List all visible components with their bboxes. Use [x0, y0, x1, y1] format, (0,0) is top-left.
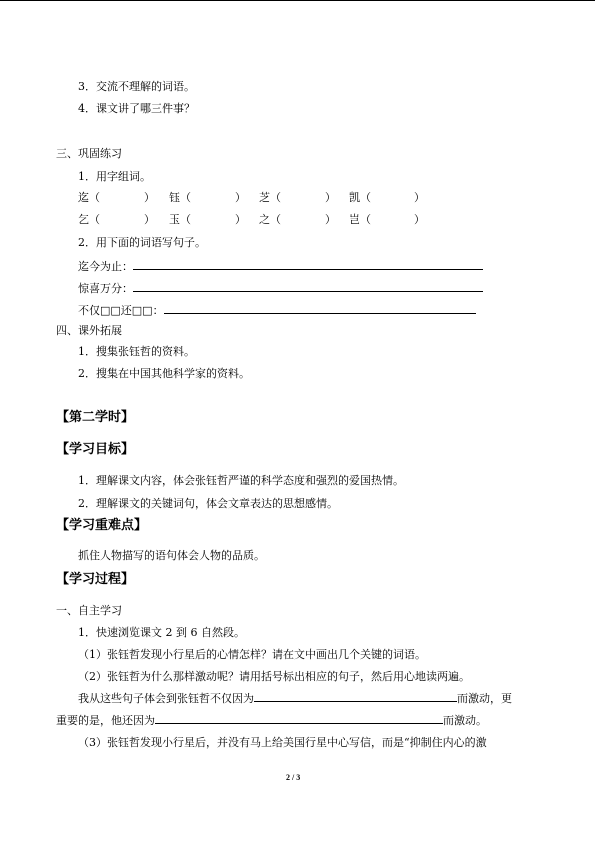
goal-item: 2．理解课文的关键词句，体会文章表达的思想感情。 [78, 497, 338, 510]
word-cell: 玉（ [169, 213, 191, 226]
keypoint-text: 抓住人物描写的语句体会人物的品质。 [78, 549, 265, 562]
answer-blank[interactable] [254, 691, 457, 702]
page-number: 2 / 3 [286, 773, 301, 782]
fill-text: 重要的是，他还因为 [56, 714, 155, 727]
sentence-word: 惊喜万分： [78, 282, 133, 295]
word-cell: 迄（ [78, 191, 100, 204]
list-item: 1．搜集张钰哲的资料。 [78, 345, 195, 358]
fill-text: 而激动。 [443, 714, 487, 727]
answer-blank[interactable] [164, 303, 476, 314]
goals-heading: 【学习目标】 [56, 442, 135, 457]
answer-blank[interactable] [133, 281, 483, 292]
word-cell: ） [325, 191, 336, 204]
word-cell: ） [144, 213, 155, 226]
word-cell: ） [144, 191, 155, 204]
sentence-line [78, 281, 483, 296]
question: （1）张钰哲发现小行星后的心情怎样？请在文中画出几个关键的词语。 [78, 648, 426, 661]
header-rule [0, 0, 595, 1]
answer-blank[interactable] [155, 713, 443, 724]
word-cell: 钰（ [169, 191, 191, 204]
word-cell: ） [325, 213, 336, 226]
sentence-word: 不仅□□还□□： [78, 304, 164, 317]
section-title: 一、自主学习 [56, 604, 122, 617]
keypoint-heading: 【学习重难点】 [56, 518, 148, 533]
sentence-word: 迄今为止： [78, 260, 133, 273]
word-cell: 乞（ [78, 213, 100, 226]
fill-line [78, 691, 512, 706]
list-item: 3．交流不理解的词语。 [78, 80, 195, 93]
word-cell: 芝（ [259, 191, 281, 204]
section-title: 三、巩固练习 [56, 147, 122, 160]
word-cell: 凯（ [349, 191, 371, 204]
question: （2）张钰哲为什么那样激动呢？请用括号标出相应的句子，然后用心地读两遍。 [78, 670, 470, 683]
question: 2．用下面的词语写句子。 [78, 236, 206, 249]
question: 1．用字组词。 [78, 170, 151, 183]
section-title: 四、课外拓展 [56, 324, 122, 337]
answer-blank[interactable] [133, 259, 483, 270]
sentence-line [78, 259, 483, 274]
list-item: 2．搜集在中国其他科学家的资料。 [78, 367, 250, 380]
step-item: 1．快速浏览课文 2 到 6 自然段。 [78, 626, 245, 639]
word-cell: ） [414, 213, 425, 226]
question: （3）张钰哲发现小行星后，并没有马上给美国行星中心写信，而是“抑制住内心的激 [78, 736, 487, 749]
list-item: 4．课文讲了哪三件事？ [78, 102, 195, 115]
word-cell: ） [235, 191, 246, 204]
lesson-heading: 【第二学时】 [56, 410, 135, 425]
process-heading: 【学习过程】 [56, 572, 135, 587]
word-cell: ） [235, 213, 246, 226]
word-cell: ） [414, 191, 425, 204]
sentence-line [78, 303, 476, 318]
goal-item: 1．理解课文内容，体会张钰哲严谨的科学态度和强烈的爱国热情。 [78, 474, 404, 487]
word-cell: 岂（ [349, 213, 371, 226]
fill-text: 我从这些句子体会到张钰哲不仅因为 [78, 692, 254, 705]
word-cell: 之（ [259, 213, 281, 226]
fill-text: 而激动，更 [457, 692, 512, 705]
fill-line [56, 713, 487, 728]
